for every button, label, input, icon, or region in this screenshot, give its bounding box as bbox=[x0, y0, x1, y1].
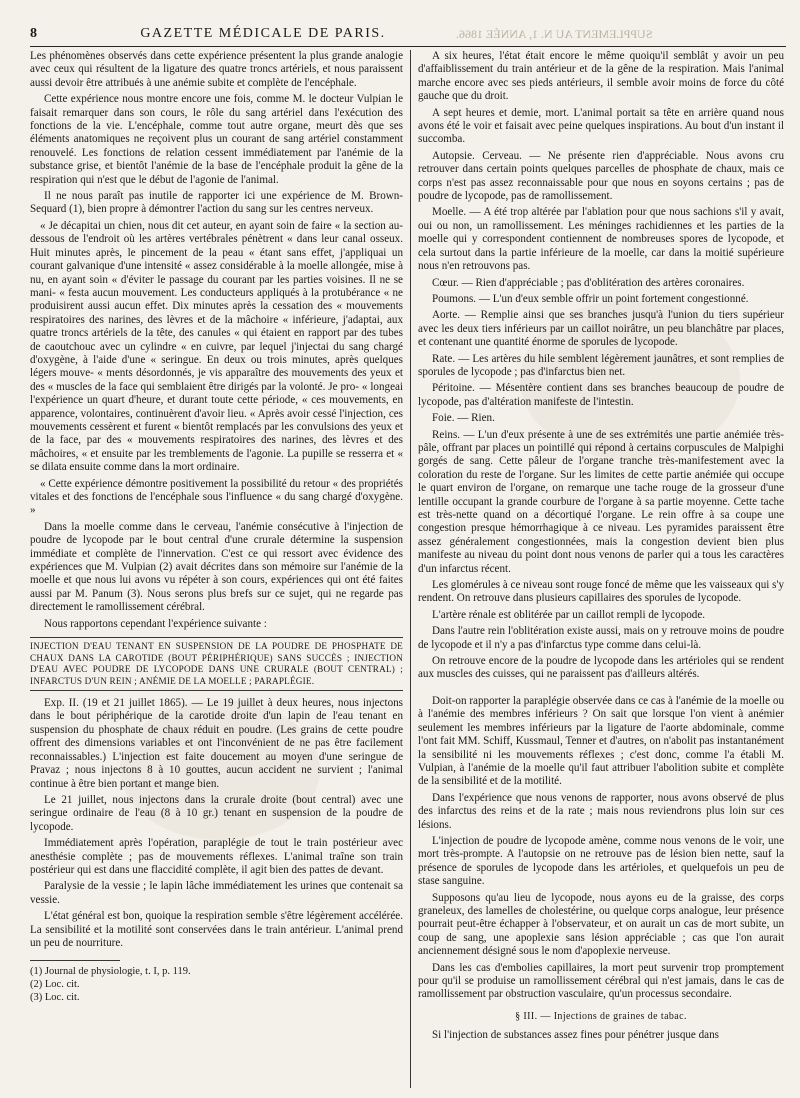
paragraph: Les glomérules à ce niveau sont rouge foncé de même que les vaisseaux qui s'y rendent. On retrouve dans plusieurs capillaires des sporules de lycopode. bbox=[418, 579, 784, 605]
column-rule bbox=[410, 50, 411, 1088]
paragraph: Moelle. — A été trop altérée par l'ablation pour que nous sachions s'il y avait, oui ou non, un ramollissement. Les méninges rachidiennes et les parties de la moelle qui y correspondent contiennent de nombreuses spores de lycopode, et cela surtout dans la partie inférieure de la moelle, car dans la moitié supérieure nous n'en retrouvons pas. bbox=[418, 206, 784, 273]
paragraph: Paralysie de la vessie ; le lapin lâche immédiatement les urines que contenait sa vessie. bbox=[30, 880, 403, 906]
paragraph: Dans l'autre rein l'oblitération existe aussi, mais on y retrouve moins de poudre de lycopode et il n'y a pas d'infarctus type comme dans celui-là. bbox=[418, 625, 784, 651]
paragraph: Dans la moelle comme dans le cerveau, l'anémie consécutive à l'injection de poudre de lycopode par le bout central d'une crurale détermine la suspension immédiate et complète de l'innervation. C'est ce qui ressort avec évidence des expériences que M. Vulpian (2) avait décrites dans son mémoire sur l'anémie de la moelle et que nous lui avons vu répéter à son cours, expériences qui ont été faites aussi par M. Panum (3). Nous serons plus brefs sur ce sujet, qui ne regarde pas directement le ramollissement cérébral. bbox=[30, 520, 403, 614]
experiment-heading: INJECTION D'EAU TENANT EN SUSPENSION DE LA POUDRE DE PHOSPHATE DE CHAUX DANS LA CAROTIDE (BOUT PÉRIPHÉRIQUE) SANS SUCCÈS ; INJECTION D'EAU AVEC POUDRE DE LYCOPODE DANS UNE CRURALE (BOUT CENTRAL) ; INFARCTUS D'UN REIN ; ANÉMIE DE LA MOELLE ; PARAPLÉGIE. bbox=[30, 637, 403, 691]
paragraph: Nous rapportons cependant l'expérience suivante : bbox=[44, 617, 267, 630]
paragraph: L'injection de poudre de lycopode amène, comme nous venons de le voir, une mort très-prompte. A l'autopsie on ne retrouve pas de lésion bien nette, sauf la présence de sporules de lycopode dans les artérioles, et quelquefois un peu de stase sanguine. bbox=[418, 834, 784, 888]
section-heading: § III. — Injections de graines de tabac. bbox=[515, 1010, 687, 1022]
paragraph: Supposons qu'au lieu de lycopode, nous ayons eu de la graisse, des corps graneleux, des lamelles de cholestérine, ou quelque corps analogue, leur présence pourrait peut-être échapper à l'observateur, et on aurait un cas de mort subite, un coup de sang, une apoplexie sans lésion appréciable ; cas que l'on aurait anciennement désigné sous le nom d'apoplexie nerveuse. bbox=[418, 891, 784, 958]
paragraph: Doit-on rapporter la paraplégie observée dans ce cas à l'anémie de la moelle ou à l'anémie des membres inférieurs ? On sait que lorsque l'on vient à anémier seulement les membres inférieurs par la ligature de l'aorte abdominale, comme l'ont fait MM. Schiff, Kussmaul, Tenner et d'autres, on n'abolit pas instantanément la sensibilité ni les mouvements réflexes ; c'est donc, comme l'a établi M. Vulpian, à l'anémie de la moelle qu'il faut attribuer l'abolition subite et complète de la sensibilité et de la motilité. bbox=[418, 694, 784, 788]
paragraph: Exp. II. (19 et 21 juillet 1865). — Le 19 juillet à deux heures, nous injectons dans le bout périphérique de la carotide droite d'un lapin de l'eau tenant en suspension du phosphate de chaux réduit en poudre. (Les grains de cette poudre offrent des dimensions variables et ont l'inconvénient de ne pas être facilement reconnaissables.) L'injection est faite doucement au moyen d'une seringue de Pravaz ; nous injectons 8 à 10 gouttes, aucun accident ne survient ; l'animal continue à être bien portant et mange bien. bbox=[30, 697, 403, 790]
paragraph: Foie. — Rien. bbox=[432, 412, 495, 425]
quote-paragraph: « Cette expérience démontre positivement la possibilité du retour « des propriétés vitales et des fonctions de l'encéphale sous l'influence « du sang chargé d'oxygène. » bbox=[30, 477, 403, 517]
paragraph: Péritoine. — Mésentère contient dans ses branches beaucoup de poudre de lycopode, pas d'altération manifeste de l'intestin. bbox=[418, 382, 784, 408]
paragraph: On retrouve encore de la poudre de lycopode dans les artérioles qui se rendent aux muscles des cuisses, qui ne paraissent pas d'ailleurs altérés. bbox=[418, 655, 784, 681]
paragraph: A sept heures et demie, mort. L'animal portait sa tête en arrière quand nous avons été le voir et faisait avec peine quelques inspirations. Au bout d'un instant il succomba. bbox=[418, 106, 784, 146]
paragraph: Si l'injection de substances assez fines pour pénétrer jusque dans bbox=[432, 1029, 719, 1042]
footnotes bbox=[30, 960, 191, 1004]
paragraph: Dans les cas d'embolies capillaires, la mort peut survenir trop promptement pour qu'il se produise un ramollissement cérébral qui n'est jamais, dans le cas de ramollissement par obstruction vasculaire, qu'un processus secondaire. bbox=[418, 961, 784, 1001]
quotation bbox=[30, 220, 403, 518]
running-title: GAZETTE MÉDICALE DE PARIS. bbox=[140, 26, 386, 41]
page-header bbox=[30, 22, 786, 47]
left-column bbox=[30, 50, 403, 1090]
quote-paragraph: « Je décapitai un chien, nous dit cet auteur, en ayant soin de faire « la section au-dessous de l'endroit où les artères vertébrales pénètrent « dans leur canal osseux. Huit minutes après, le pincement de la peau « étant sans effet, j'appliquai un courant galvanique d'une intensité « assez considérable à la moelle allongée, mise à nu, en ayant soin « d'éviter le passage du courant par les parties voisines. Il ne se mani- « festa aucun mouvement. Les conducteurs appliqués à la protubérance « ne produisirent aussi aucun effet. Dix minutes après la cessation des « mouvements respiratoires des narines, des lèvres et de la mâchoire « inférieure, j'adaptai, aux quatre troncs artériels de la tête, des canules « qui étaient en rapport par des tubes de caoutchouc avec un cylindre « en cuivre, par lequel j'injectai du sang chargé d'oxygène, à l'aide d'une « seringue. En deux ou trois minutes, après quelques légers mouve- « ments désordonnés, je vis apparaître des mouvements des yeux et des « muscles de la face qui semblaient être dirigés par la volonté. Je pro- « longeai l'expérience un quart d'heure, et durant toute cette période, « ces mouvements, en apparence, volontaires, continuèrent d'avoir lieu. « Après avoir cessé l'injection, ces mouvements cessèrent et furent « bientôt remplacés par les convulsions des yeux et de la face, par des « mouvements respiratoires des narines, des lèvres et des mâchoires, « et ensuite par les tremblements de l'agonie. La pupille se resserra et « se dilata ensuite comme dans la mort ordinaire. bbox=[30, 219, 403, 474]
footnote: (3) Loc. cit. bbox=[30, 992, 80, 1004]
right-column bbox=[418, 50, 784, 1090]
footnote: (2) Loc. cit. bbox=[30, 979, 80, 991]
paragraph: Dans l'expérience que nous venons de rapporter, nous avons observé de plus des infarctus des reins et de la rate ; mais nous reviendrons plus loin sur ces lésions. bbox=[418, 791, 784, 831]
paragraph: Autopsie. Cerveau. — Ne présente rien d'appréciable. Nous avons cru retrouver dans certain points quelques parcelles de phosphate de chaux, mais ce corps n'est pas assez reconnaissable pour que nous en soyons certains ; pas de poudre de lycopode, pas de ramollissement. bbox=[418, 149, 784, 203]
footnote: (1) Journal de physiologie, t. I, p. 119. bbox=[30, 966, 191, 978]
paragraph: A six heures, l'état était encore le même quoiqu'il semblât y avoir un peu d'affaiblissement du train antérieur et de la gêne de la respiration. Mais l'animal marche encore avec ses pieds antérieurs, il semble avoir moins de force du côté gauche que du droit. bbox=[418, 50, 784, 103]
spacer bbox=[418, 685, 784, 695]
paragraph: Il ne nous paraît pas inutile de rapporter ici une expérience de M. Brown-Sequard (1), bien propre à démontrer l'action du sang sur les centres nerveux. bbox=[30, 190, 403, 216]
paragraph: Aorte. — Remplie ainsi que ses branches jusqu'à l'union du tiers supérieur avec les deux tiers inférieurs par un caillot noirâtre, un peu blanchâtre par places, et contenant une quantité énorme de sporules de lycopode. bbox=[418, 309, 784, 349]
paragraph: Immédiatement après l'opération, paraplégie de tout le train postérieur avec anesthésie complète ; pas de mouvements réflexes. L'animal traîne son train postérieur qui est dans une flaccidité complète, il agit bien des pattes de devant. bbox=[30, 837, 403, 876]
paragraph: L'artère rénale est oblitérée par un caillot rempli de lycopode. bbox=[432, 608, 706, 621]
bleed-through-text: SUPPLEMENT AU N. 1, ANNÉE 1866. bbox=[456, 26, 653, 41]
paragraph: Cœur. — Rien d'appréciable ; pas d'oblitération des artères coronaires. bbox=[432, 276, 745, 289]
paragraph: Rate. — Les artères du hile semblent légèrement jaunâtres, et sont remplies de sporules de lycopode ; pas d'infarctus bien net. bbox=[418, 352, 784, 378]
paragraph: Le 21 juillet, nous injectons dans la crurale droite (bout central) avec une seringue ordinaire de l'eau (8 à 10 gr.) tenant en suspension de la poudre de lycopode. bbox=[30, 793, 403, 833]
paragraph: L'état général est bon, quoique la respiration semble s'être légèrement accélérée. La sensibilité et la motilité sont conservées dans le train antérieur. L'animal prend un peu de nourriture. bbox=[30, 910, 403, 949]
paragraph: Les phénomènes observés dans cette expérience présentent la plus grande analogie avec ceux qui résultent de la ligature des quatre troncs artériels, et nous paraissent aussi devoir être attribués à une anémie subite et complète de l'encéphale. bbox=[30, 50, 403, 89]
paragraph: Cette expérience nous montre encore une fois, comme M. le docteur Vulpian le faisait remarquer dans son cours, le rôle du sang artériel dans l'exécution des fonctions de la vie. L'encéphale, comme tout autre organe, meurt dès que ses éléments anatomiques ne reçoivent plus un courant de sang artériel constamment renouvelé. Les fonctions de relation cessent immédiatement par l'anémie de la substance grise, et bientôt l'anémie de la base de l'encéphale produit la gêne de la respiration qui n'est que le début de l'agonie de l'animal. bbox=[30, 93, 403, 186]
paragraph: Poumons. — L'un d'eux semble offrir un point fortement congestionné. bbox=[432, 292, 749, 305]
paragraph: Reins. — L'un d'eux présente à une de ses extrémités une partie anémiée très-pâle, offrant par places un pointillé qui répond à certains corpuscules de Malpighi gorgés de sang. Cette pâleur de l'organe tranche très-manifestement avec la coloration du reste de l'organe. Sur les limites de cette partie anémiée qui occupe le quart environ de l'organe, on remarque une tache rouge de la grosseur d'une lentille occupant la grande courbure de l'organe à sa partie moyenne. Cette tache est très-nette quand on a décortiqué l'organe. Le rein offre à sa coupe une congestion presque hémorrhagique à ce niveau. Les pyramides paraissent être assez généralement congestionnées, mais la congestion devient bien plus manifeste au niveau du point dont nous venons de parler qui a tous les caractères d'un infarctus récent. bbox=[418, 428, 784, 575]
page-number: 8 bbox=[30, 26, 37, 41]
